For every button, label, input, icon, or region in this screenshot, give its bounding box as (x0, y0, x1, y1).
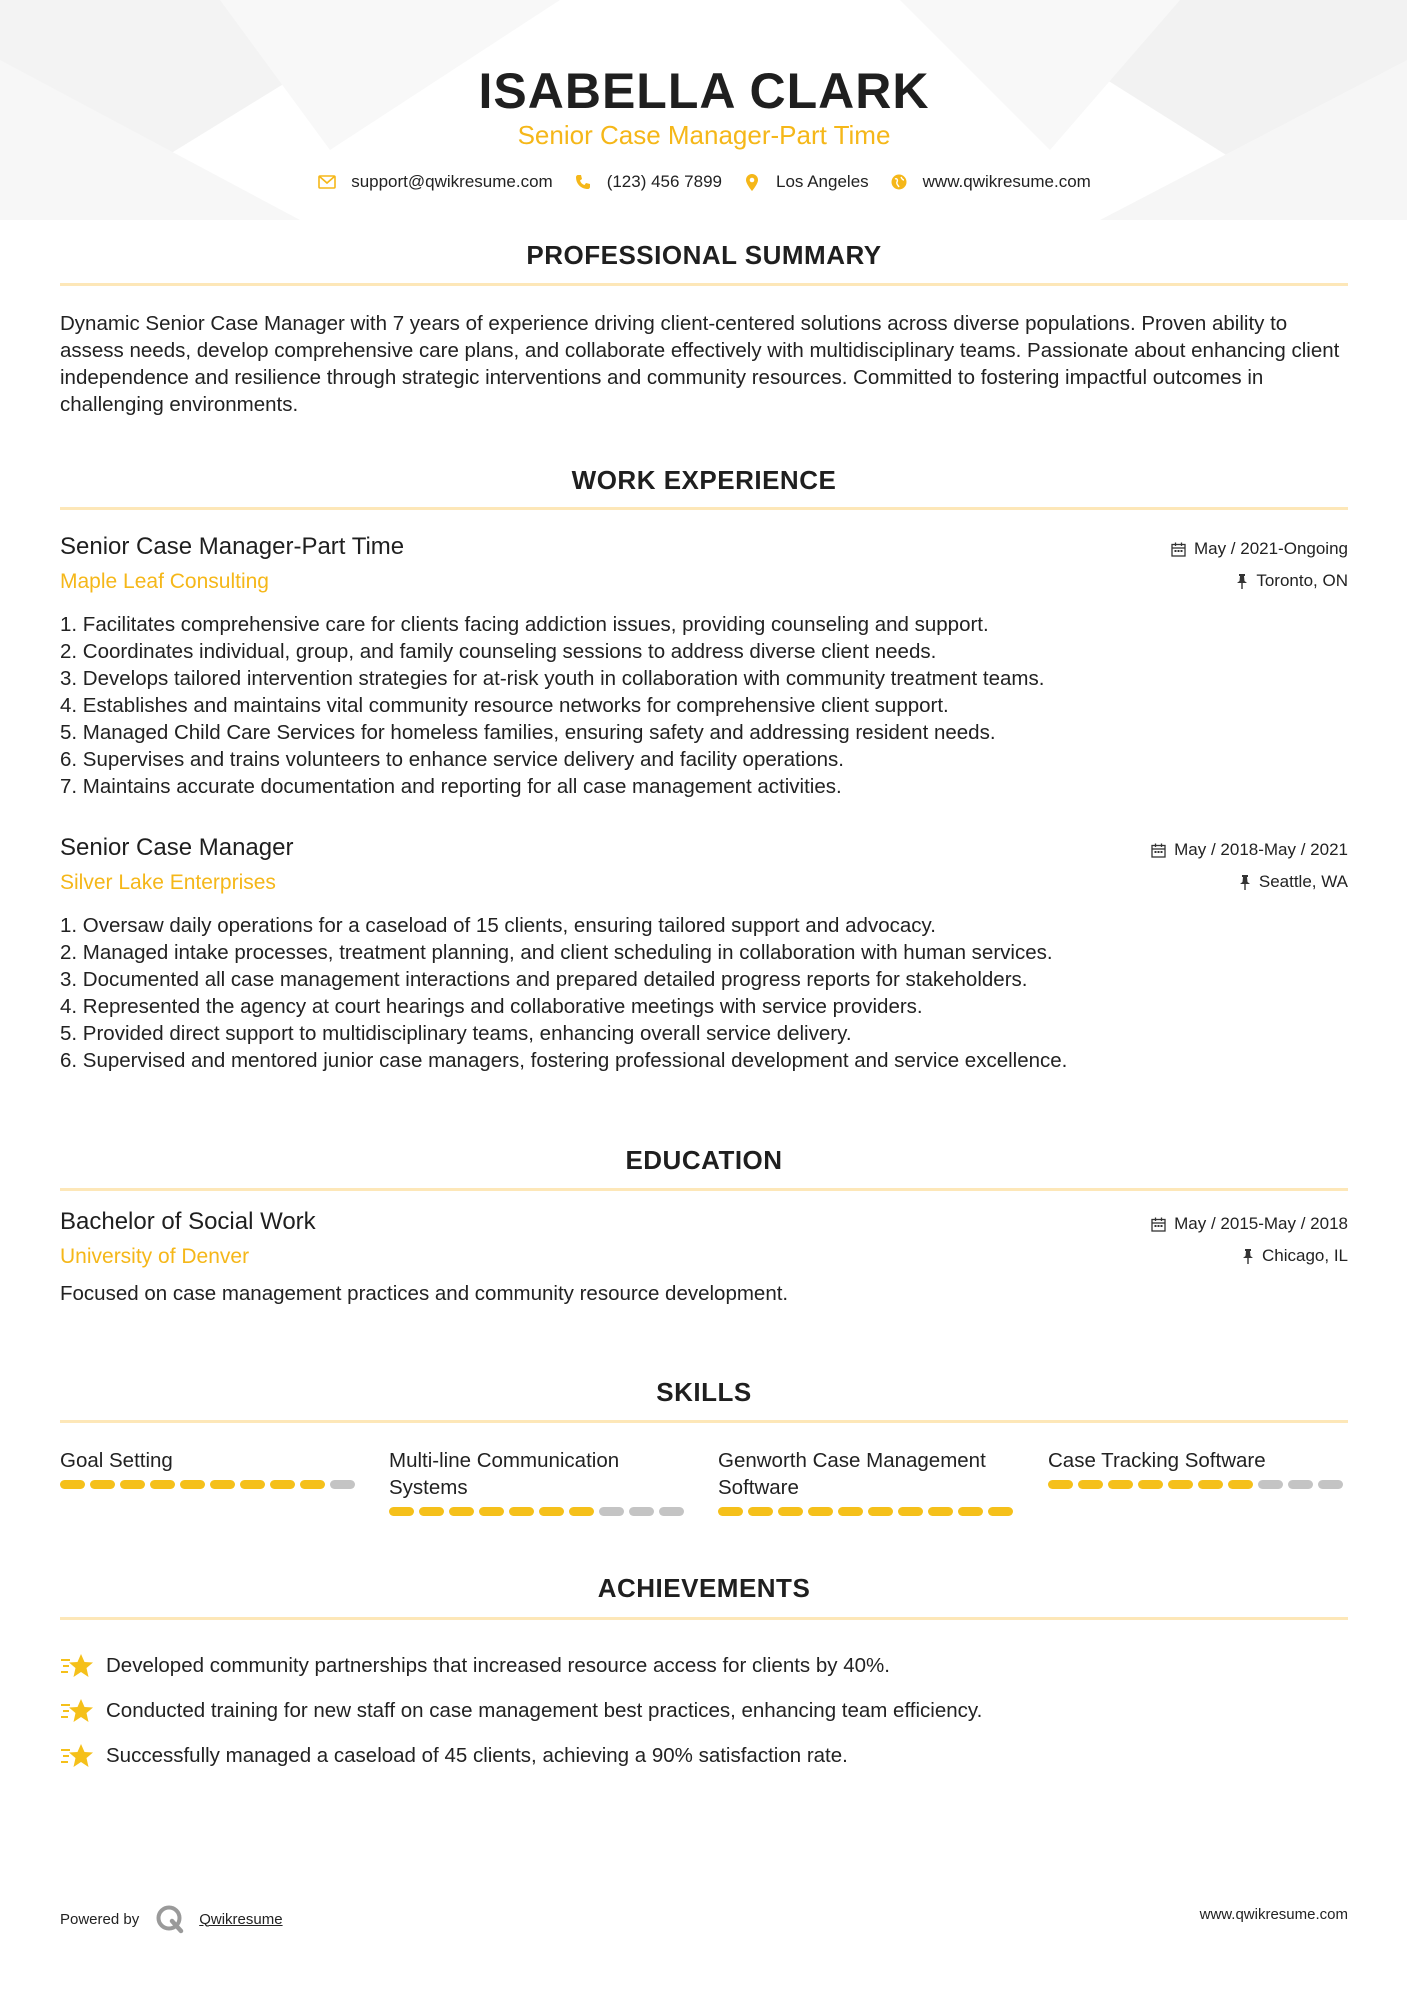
skill-item (718, 1447, 1018, 1516)
list-item: 5. Managed Child Care Services for homeless families, ensuring safety and addressing resident needs. (60, 721, 996, 744)
skill-level-segment-filled (718, 1507, 743, 1516)
skill-level-segment-empty (629, 1507, 654, 1516)
skill-level-segment-filled (419, 1507, 444, 1516)
list-item: 6. Supervises and trains volunteers to enhance service delivery and facility operations. (60, 748, 844, 771)
skill-level-meter (60, 1480, 360, 1489)
location-pin-icon (742, 172, 762, 192)
job-date (1151, 840, 1348, 860)
skill-level-meter (389, 1507, 689, 1516)
section-title-skills: SKILLS (656, 1377, 752, 1407)
skill-level-segment-filled (1048, 1480, 1073, 1489)
star-icon (60, 1741, 96, 1771)
footer (60, 1896, 1348, 1932)
skill-level-segment-empty (1258, 1480, 1283, 1489)
skill-level-segment-filled (180, 1480, 205, 1489)
skill-level-segment-filled (389, 1507, 414, 1516)
list-item: 7. Maintains accurate documentation and reporting for all case management activities. (60, 775, 842, 798)
skill-name: Multi-line Communication Systems (389, 1449, 620, 1499)
list-item (60, 1733, 1348, 1778)
section-title-achievements: ACHIEVEMENTS (597, 1573, 811, 1603)
skill-level-segment-filled (509, 1507, 534, 1516)
section-title-summary: PROFESSIONAL SUMMARY (526, 240, 882, 270)
achievement-text: Conducted training for new staff on case management best practices, enhancing team efficiency. (106, 1698, 983, 1722)
list-item (60, 1688, 1348, 1733)
job-company: Maple Leaf Consulting (60, 570, 269, 593)
section-divider (60, 1617, 1348, 1620)
section-title-experience: WORK EXPERIENCE (571, 465, 837, 495)
footer-website[interactable]: www.qwikresume.com (1199, 1906, 1348, 1923)
skill-level-segment-empty (330, 1480, 355, 1489)
star-icon (60, 1696, 96, 1726)
calendar-icon (1151, 843, 1166, 858)
star-icon (60, 1651, 96, 1681)
phone-icon (573, 172, 593, 192)
list-item: 3. Develops tailored intervention strategies for at-risk youth in collaboration with community treatment teams. (60, 667, 1045, 690)
contact-phone[interactable] (573, 172, 722, 192)
skill-level-segment-filled (1078, 1480, 1103, 1489)
skill-level-meter (1048, 1480, 1348, 1489)
section-title-education: EDUCATION (625, 1145, 783, 1175)
contact-phone-text: (123) 456 7899 (606, 172, 723, 191)
pushpin-icon (1236, 574, 1248, 589)
list-item: 1. Facilitates comprehensive care for clients facing addiction issues, providing counseling and support. (60, 613, 989, 636)
powered-by-label: Powered by (60, 1910, 140, 1928)
skill-item (389, 1447, 689, 1516)
contact-website[interactable] (889, 172, 1091, 192)
achievement-text: Developed community partnerships that increased resource access for clients by 40%. (106, 1653, 890, 1677)
section-divider (60, 1188, 1348, 1191)
list-item: 4. Represented the agency at court hearings and collaborative meetings with service providers. (60, 995, 923, 1018)
skill-level-segment-filled (240, 1480, 265, 1489)
job-location (1239, 872, 1348, 892)
job-title: Senior Case Manager-Part Time (60, 533, 405, 560)
skill-level-segment-filled (988, 1507, 1013, 1516)
skill-level-segment-filled (868, 1507, 893, 1516)
skill-level-segment-filled (90, 1480, 115, 1489)
section-divider (60, 1420, 1348, 1423)
section-divider (60, 507, 1348, 510)
contact-location-text: Los Angeles (776, 172, 869, 191)
skill-level-segment-empty (599, 1507, 624, 1516)
job-company: Silver Lake Enterprises (60, 871, 276, 894)
skill-level-segment-filled (898, 1507, 923, 1516)
qwikresume-logo-icon (155, 1904, 185, 1934)
contact-email[interactable] (317, 172, 553, 192)
skill-level-segment-filled (1198, 1480, 1223, 1489)
calendar-icon (1151, 1217, 1166, 1232)
skill-level-segment-filled (1108, 1480, 1133, 1489)
education-date (1151, 1214, 1348, 1234)
job-date-text: May / 2018-May / 2021 (1174, 840, 1348, 859)
list-item: 4. Establishes and maintains vital community resource networks for comprehensive client support. (60, 694, 949, 717)
job-location (1236, 571, 1348, 591)
section-divider (60, 283, 1348, 286)
skill-level-segment-filled (569, 1507, 594, 1516)
list-item: 3. Documented all case management interactions and prepared detailed progress reports for stakeholders. (60, 968, 1028, 991)
job-responsibilities (60, 912, 1348, 1074)
skill-name: Goal Setting (60, 1449, 173, 1472)
skill-level-segment-filled (210, 1480, 235, 1489)
list-item: 6. Supervised and mentored junior case managers, fostering professional development and service excellence. (60, 1049, 1068, 1072)
skill-level-segment-filled (270, 1480, 295, 1489)
achievements-list (60, 1643, 1348, 1778)
pushpin-icon (1242, 1249, 1254, 1264)
list-item: 5. Provided direct support to multidisciplinary teams, enhancing overall service delivery. (60, 1022, 852, 1045)
education-description: Focused on case management practices and community resource development. (60, 1282, 789, 1305)
pushpin-icon (1239, 875, 1251, 890)
skill-level-segment-filled (300, 1480, 325, 1489)
skill-level-segment-filled (1228, 1480, 1253, 1489)
education-location (1242, 1246, 1348, 1266)
job-title: Senior Case Manager (60, 834, 294, 861)
envelope-icon (317, 172, 337, 192)
skill-item (60, 1447, 360, 1489)
skill-level-segment-filled (150, 1480, 175, 1489)
brand-link[interactable]: Qwikresume (199, 1910, 283, 1928)
skill-level-segment-filled (748, 1507, 773, 1516)
job-date-text: May / 2021-Ongoing (1193, 539, 1348, 558)
skill-level-segment-empty (659, 1507, 684, 1516)
contact-location (742, 172, 869, 192)
skill-level-segment-empty (1318, 1480, 1343, 1489)
skill-name: Genworth Case Management Software (718, 1449, 986, 1499)
skill-level-segment-filled (838, 1507, 863, 1516)
skill-level-segment-empty (1288, 1480, 1313, 1489)
summary-text: Dynamic Senior Case Manager with 7 years of experience driving client-centered solutions across diverse populations. Proven ability to assess needs, develop comprehensive care plans, and collaborate effectively with multidisciplinary teams. Passionate about enhancing client independence and resilience through strategic interventions and community resources. Committed to fostering impactful outcomes in challenging environments. (60, 312, 1340, 416)
skill-item (1048, 1447, 1348, 1489)
list-item: 2. Managed intake processes, treatment planning, and client scheduling in collaboration with human services. (60, 941, 1053, 964)
skill-level-segment-filled (120, 1480, 145, 1489)
education-location-text: Chicago, IL (1262, 1246, 1348, 1265)
skill-level-segment-filled (539, 1507, 564, 1516)
list-item (60, 1643, 1348, 1688)
job-date (1171, 539, 1348, 559)
candidate-role: Senior Case Manager-Part Time (517, 120, 891, 150)
skill-level-segment-filled (928, 1507, 953, 1516)
degree-title: Bachelor of Social Work (60, 1208, 316, 1235)
job-responsibilities (60, 611, 1348, 800)
school-name: University of Denver (60, 1245, 250, 1268)
skill-level-meter (718, 1507, 1018, 1516)
job-location-text: Toronto, ON (1256, 571, 1348, 590)
skill-level-segment-filled (1168, 1480, 1193, 1489)
list-item: 2. Coordinates individual, group, and family counseling sessions to address diverse client needs. (60, 640, 937, 663)
education-date-text: May / 2015-May / 2018 (1174, 1214, 1348, 1233)
achievement-text: Successfully managed a caseload of 45 clients, achieving a 90% satisfaction rate. (106, 1743, 848, 1767)
skill-level-segment-filled (60, 1480, 85, 1489)
skill-level-segment-filled (808, 1507, 833, 1516)
skill-level-segment-filled (958, 1507, 983, 1516)
contact-bar (60, 172, 1348, 192)
contact-website-text: www.qwikresume.com (922, 172, 1091, 191)
calendar-icon (1171, 542, 1186, 557)
list-item: 1. Oversaw daily operations for a caseload of 15 clients, ensuring tailored support and advocacy. (60, 914, 936, 937)
skill-level-segment-filled (778, 1507, 803, 1516)
skill-level-segment-filled (1138, 1480, 1163, 1489)
contact-email-text: support@qwikresume.com (351, 172, 553, 191)
skill-level-segment-filled (449, 1507, 474, 1516)
candidate-name: ISABELLA CLARK (478, 63, 930, 119)
skill-level-segment-filled (479, 1507, 504, 1516)
powered-by (60, 1904, 283, 1934)
job-location-text: Seattle, WA (1258, 872, 1348, 891)
globe-icon (889, 172, 909, 192)
skill-name: Case Tracking Software (1048, 1449, 1266, 1472)
